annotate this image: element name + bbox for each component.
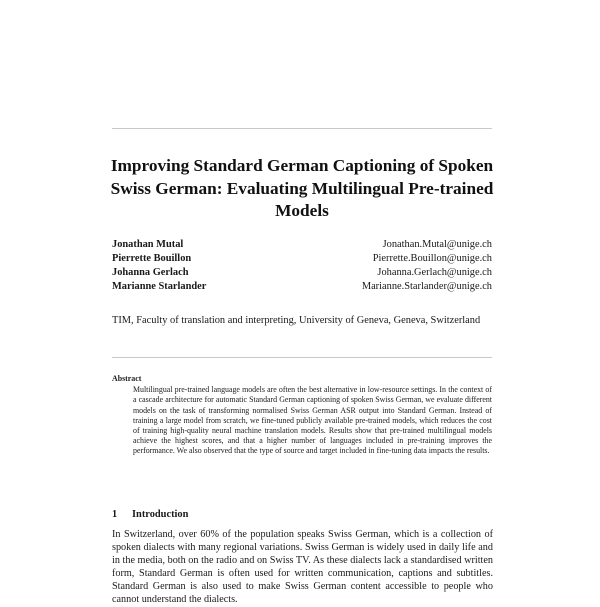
section-number: 1 xyxy=(112,509,118,520)
top-divider xyxy=(112,128,492,129)
abstract-text: Multilingual pre-trained language models are often the best alternative in low-resource settings. In the context of a cascade architecture for automatic Standard German captioning of spoken Swiss German, we evaluate different models on the task of transforming normalised Swiss German ASR output into Standard German. Instead of training a large model from scratch, we fine-tuned publicly available pre-trained models, which reduces the cost of training high-quality neural machine translation models. Results show that pre-trained multilingual models achieve the highest scores, and that a higher number of languages included in pre-training improves the performance. We also observed that the type of source and target included in fine-tuning data impacts the results. xyxy=(133,385,492,456)
abstract-block xyxy=(112,374,492,457)
author-name: Marianne Starlander xyxy=(112,281,207,292)
introduction-text: In Switzerland, over 60% of the population speaks Swiss German, which is a collection of spoken dialects with many regional variations. Swiss German is widely used in daily life and in the media, both on the radio and on Swiss TV. As these dialects lack a standardised written form, Standard German is often used for written communication, captions and subtitles. Standard German is also used to make Swiss German content accessible to people who cannot understand the dialects. xyxy=(112,529,493,606)
author-email: Jonathan.Mutal@unige.ch xyxy=(382,239,492,250)
abstract-heading: Abstract xyxy=(112,374,142,383)
author-name: Johanna Gerlach xyxy=(112,267,189,278)
author-email: Johanna.Gerlach@unige.ch xyxy=(377,267,492,278)
author-row xyxy=(112,238,492,252)
paper-title: Improving Standard German Captioning of Spoken Swiss German: Evaluating Multilingual Pre-trained Models xyxy=(110,156,494,220)
author-name: Pierrette Bouillon xyxy=(112,253,192,264)
section-title: Introduction xyxy=(132,509,189,520)
author-email: Pierrette.Bouillon@unige.ch xyxy=(372,253,492,264)
author-row xyxy=(112,280,492,294)
author-name: Jonathan Mutal xyxy=(112,239,184,250)
affiliation: TIM, Faculty of translation and interpreting, University of Geneva, Geneva, Switzerland xyxy=(112,315,481,326)
author-email: Marianne.Starlander@unige.ch xyxy=(361,281,492,292)
section-heading xyxy=(112,508,188,522)
abstract-divider xyxy=(112,357,492,358)
author-row xyxy=(112,252,492,266)
author-list xyxy=(112,238,492,294)
author-row xyxy=(112,266,492,280)
